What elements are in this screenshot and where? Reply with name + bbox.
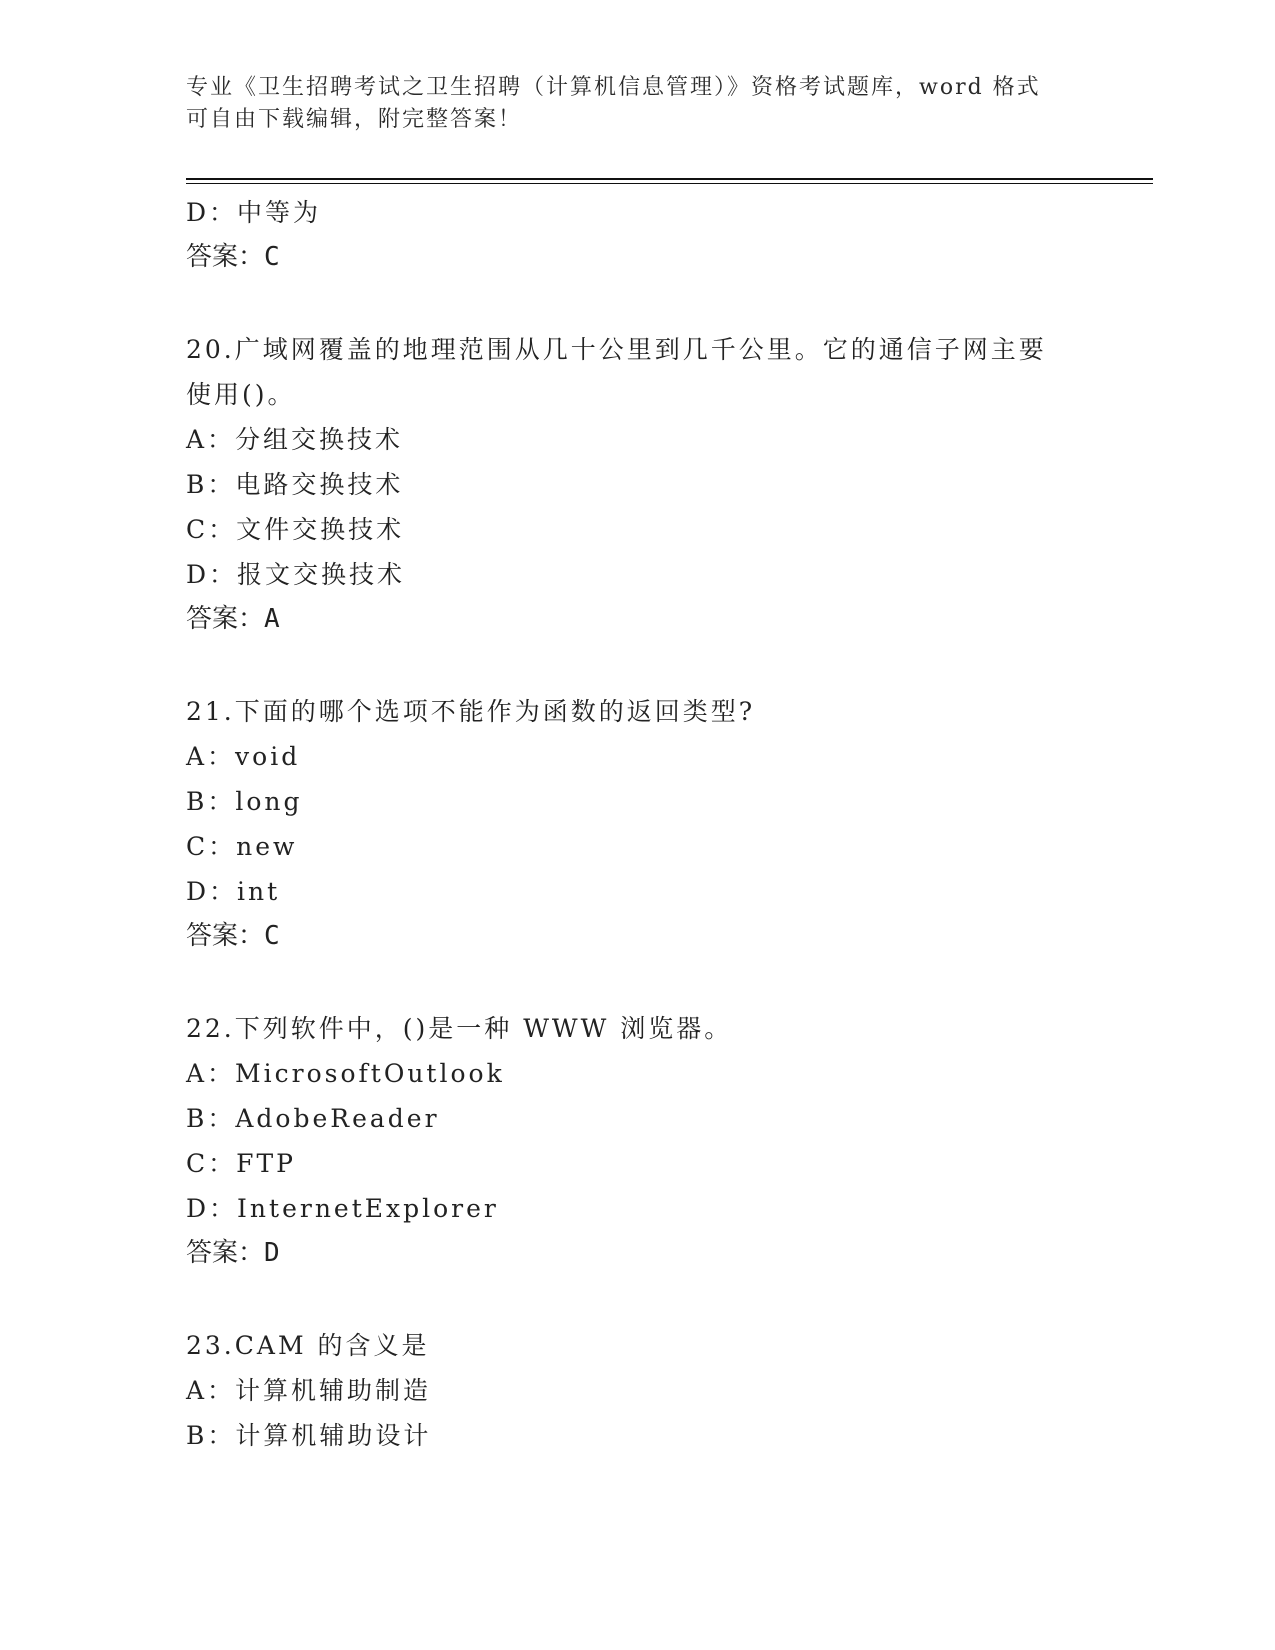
option-a: A：分组交换技术 bbox=[186, 425, 404, 454]
option-d: D：报文交换技术 bbox=[186, 560, 406, 589]
answer-line: 答案：C bbox=[186, 242, 280, 272]
option-a: A：计算机辅助制造 bbox=[186, 1376, 432, 1405]
option-d: D：中等为 bbox=[186, 198, 322, 227]
option-b: B：long bbox=[186, 787, 303, 816]
header-line-1: 专业《卫生招聘考试之卫生招聘（计算机信息管理）》资格考试题库，word 格式 bbox=[186, 75, 1041, 100]
question-23 bbox=[186, 1323, 1086, 1458]
option-b: B：电路交换技术 bbox=[186, 470, 404, 499]
header-rule-thin bbox=[186, 183, 1153, 184]
question-19-tail bbox=[186, 190, 1086, 280]
option-a: A：void bbox=[186, 742, 301, 771]
answer-line: 答案：C bbox=[186, 921, 280, 951]
option-c: C：new bbox=[186, 832, 298, 861]
question-list bbox=[186, 190, 1086, 1458]
question-22 bbox=[186, 1006, 1086, 1276]
header-rule-thick bbox=[186, 178, 1153, 180]
question-stem-continued: 使用()。 bbox=[186, 380, 296, 409]
question-21 bbox=[186, 689, 1086, 959]
answer-line: 答案：A bbox=[186, 604, 280, 634]
option-c: C：文件交换技术 bbox=[186, 515, 405, 544]
question-20 bbox=[186, 327, 1086, 642]
question-stem: 20.广域网覆盖的地理范围从几十公里到几千公里。它的通信子网主要 bbox=[186, 335, 1047, 364]
option-b: B：计算机辅助设计 bbox=[186, 1421, 432, 1450]
option-d: D：InternetExplorer bbox=[186, 1194, 499, 1223]
header-line-2: 可自由下载编辑，附完整答案！ bbox=[186, 107, 523, 132]
option-a: A：MicrosoftOutlook bbox=[186, 1059, 505, 1088]
option-d: D：int bbox=[186, 877, 281, 906]
question-stem: 22.下列软件中，()是一种 WWW 浏览器。 bbox=[186, 1014, 733, 1043]
option-c: C：FTP bbox=[186, 1149, 296, 1178]
option-b: B：AdobeReader bbox=[186, 1104, 440, 1133]
question-stem: 21.下面的哪个选项不能作为函数的返回类型? bbox=[186, 697, 756, 726]
answer-line: 答案：D bbox=[186, 1238, 280, 1268]
question-stem: 23.CAM 的含义是 bbox=[186, 1331, 430, 1360]
document-header bbox=[186, 72, 1086, 136]
